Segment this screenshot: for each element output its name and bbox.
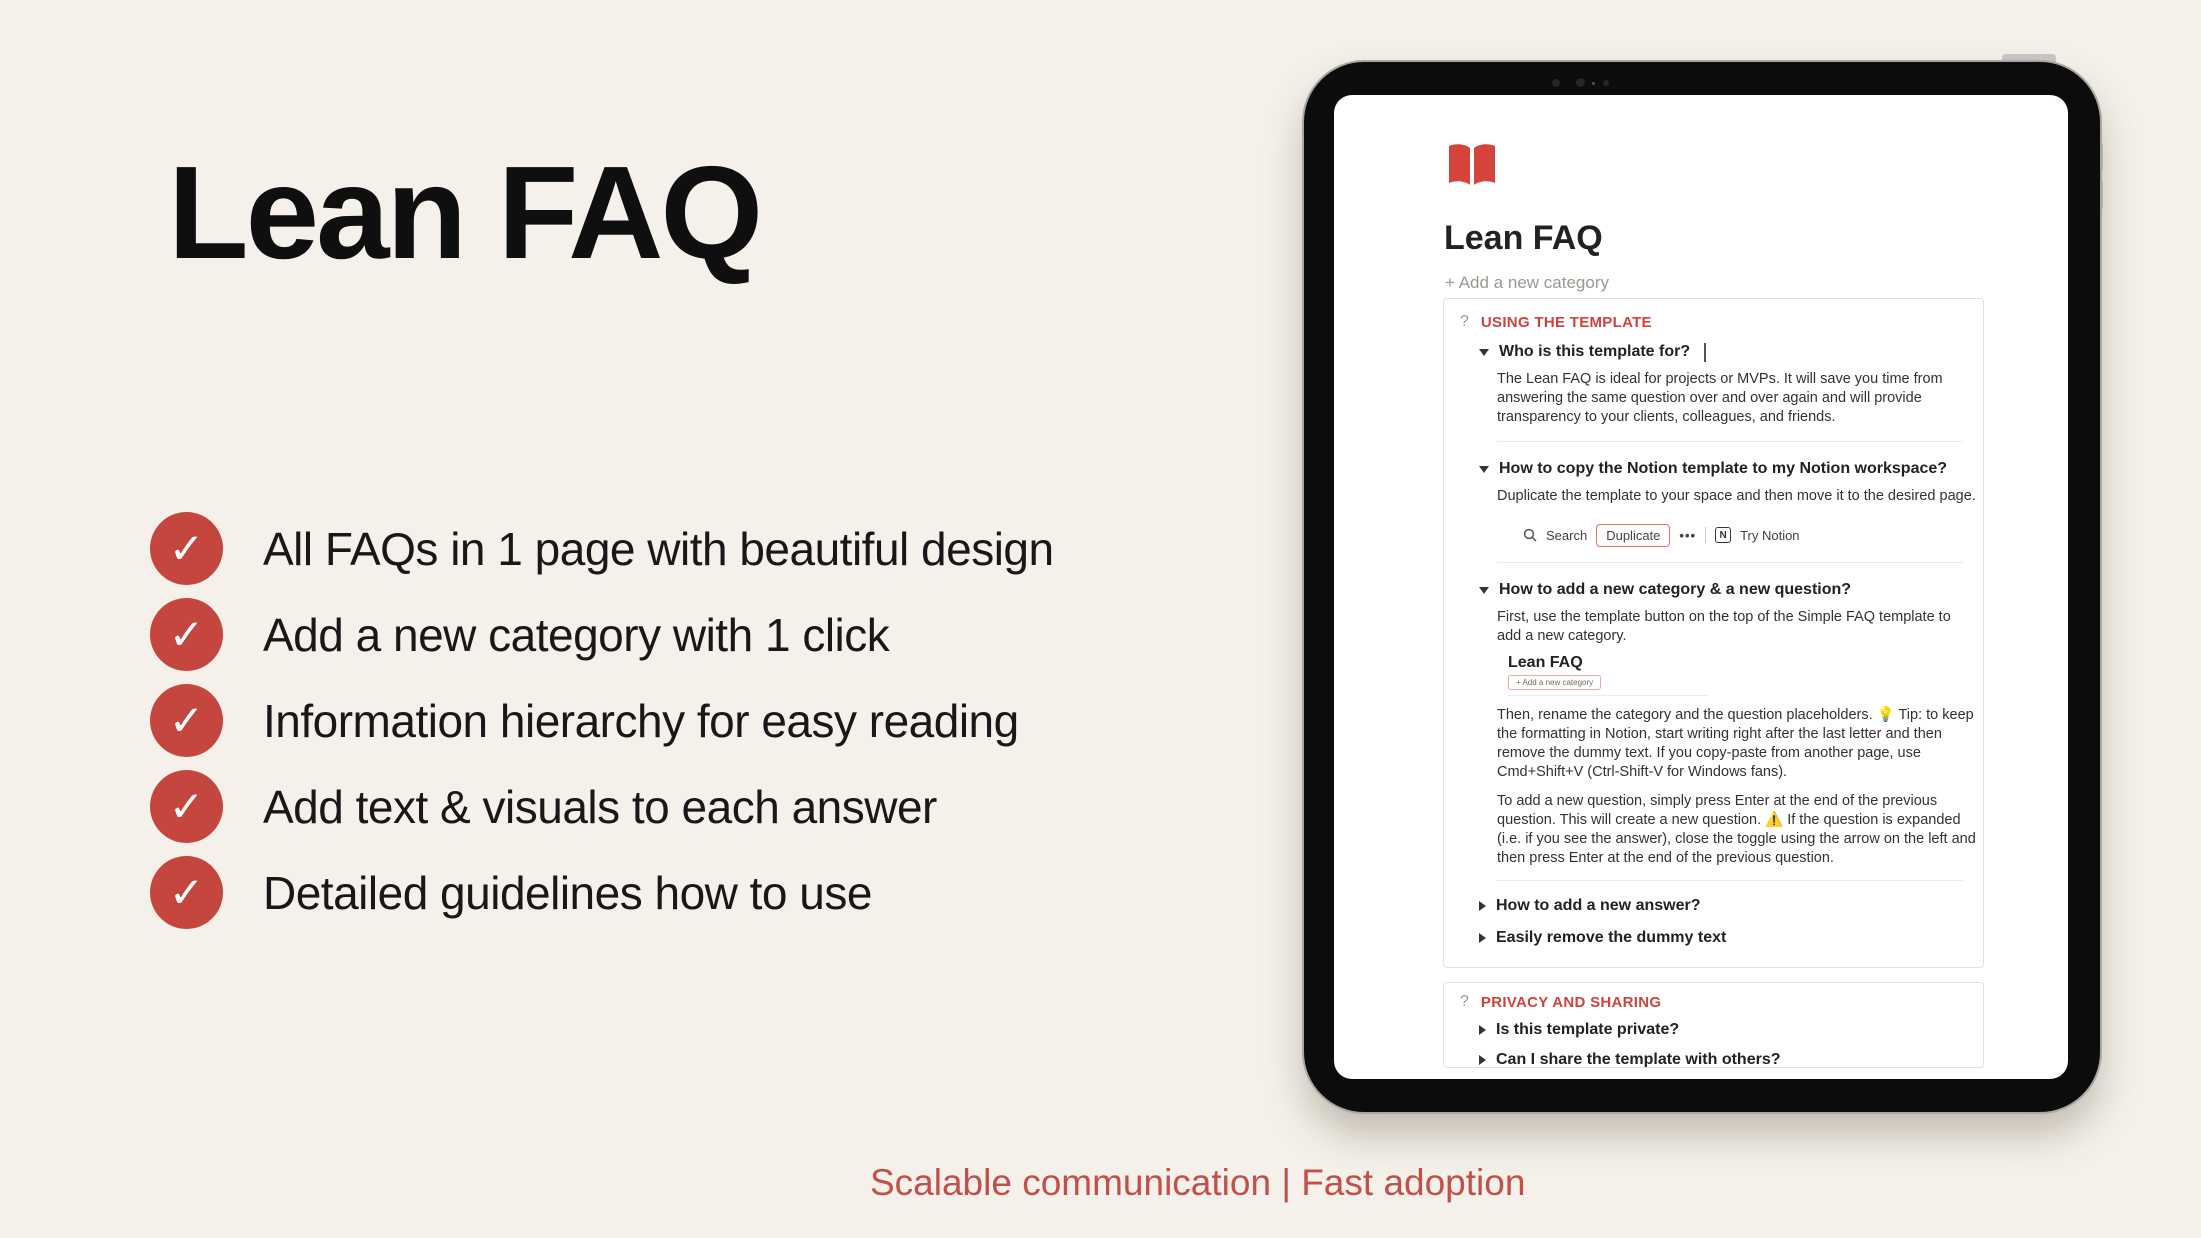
- category-label: USING THE TEMPLATE: [1480, 313, 1652, 331]
- divider: [1508, 695, 1708, 696]
- category-header: [1460, 313, 1965, 331]
- tagline: Scalable communication | Fast adoption: [870, 1162, 1526, 1203]
- duplicate-button[interactable]: Duplicate: [1596, 524, 1670, 547]
- faq-answer: Then, rename the category and the question placeholders. 💡 Tip: to keep the formatting in Notion, start writing right after the last letter and then remove the dummy text. If you copy-paste from another page, use Cmd+Shift+V (Ctrl-Shift-V for Windows fans).: [1497, 707, 1974, 780]
- faq-answer: Duplicate the template to your space and then move it to the desired page.: [1497, 488, 1976, 504]
- category-label: PRIVACY AND SHARING: [1480, 993, 1662, 1011]
- camera-dot-icon: [1552, 79, 1560, 87]
- camera-lens-icon: [1592, 82, 1595, 85]
- feature-label: Information hierarchy for easy reading: [263, 694, 1019, 747]
- inset-page-title: Lean FAQ: [1508, 654, 1583, 671]
- question-mark-icon: ?: [1460, 313, 1469, 330]
- text-cursor: [1704, 343, 1706, 362]
- camera-icon: [1576, 78, 1585, 87]
- feature-label: All FAQs in 1 page with beautiful design: [263, 522, 1054, 575]
- list-item: [150, 512, 1054, 585]
- list-item: [150, 856, 1054, 929]
- divider: [1705, 527, 1706, 543]
- check-icon: ✓: [150, 770, 223, 843]
- faq-question-toggle[interactable]: How to copy the Notion template to my Notion workspace?: [1479, 458, 1965, 480]
- faq-question-toggle[interactable]: How to add a new category & a new question?: [1479, 579, 1965, 601]
- add-category-template-button: + Add a new category: [1508, 675, 1601, 690]
- search-icon: [1523, 528, 1537, 542]
- feature-label: Add a new category with 1 click: [263, 608, 890, 661]
- toggle-collapsed-icon[interactable]: [1479, 901, 1486, 911]
- feature-label: Detailed guidelines how to use: [263, 866, 872, 919]
- toggle-collapsed-icon[interactable]: [1479, 933, 1486, 943]
- check-icon: ✓: [150, 512, 223, 585]
- check-icon: ✓: [150, 856, 223, 929]
- search-button[interactable]: Search: [1546, 527, 1588, 543]
- faq-answer: First, use the template button on the top of the Simple FAQ template to add a new category.: [1497, 609, 1951, 644]
- faq-category-card: [1443, 298, 1984, 968]
- add-category-button[interactable]: + Add a new category: [1445, 273, 1609, 292]
- faq-question-toggle[interactable]: Can I share the template with others?: [1479, 1049, 1965, 1068]
- try-notion-button[interactable]: Try Notion: [1740, 527, 1800, 543]
- list-item: [150, 598, 1054, 671]
- notion-page-title: Lean FAQ: [1444, 219, 1603, 257]
- book-icon: [1446, 142, 1498, 189]
- question-mark-icon: ?: [1460, 993, 1469, 1010]
- faq-question-toggle[interactable]: Easily remove the dummy text: [1479, 927, 1965, 949]
- faq-answer: The Lean FAQ is ideal for projects or MVPs. It will save you time from answering the same question over and over again and will provide transparency to your clients, colleagues, and friends.: [1497, 371, 1943, 425]
- list-item: [150, 684, 1054, 757]
- template-inset-screenshot: [1508, 654, 1965, 696]
- feature-label: Add text & visuals to each answer: [263, 780, 937, 833]
- more-options-button[interactable]: •••: [1679, 527, 1697, 543]
- toggle-expanded-icon[interactable]: [1479, 349, 1489, 356]
- notion-topbar-screenshot: [1523, 522, 1965, 548]
- faq-category-card: [1443, 982, 1984, 1068]
- divider: [1497, 441, 1963, 442]
- feature-list: [150, 512, 1054, 929]
- check-icon: ✓: [150, 684, 223, 757]
- faq-question-toggle[interactable]: How to add a new answer?: [1479, 895, 1965, 917]
- divider: [1497, 562, 1963, 563]
- toggle-expanded-icon[interactable]: [1479, 466, 1489, 473]
- list-item: [150, 770, 1054, 843]
- faq-answer: To add a new question, simply press Enter at the end of the previous question. This will create a new question. ⚠️ If the question is expanded (i.e. if you see the answer), close the toggle using the arrow on the left and then press Enter at the end of the previous question.: [1497, 793, 1976, 866]
- toggle-collapsed-icon[interactable]: [1479, 1025, 1486, 1035]
- category-header: [1460, 993, 1965, 1011]
- toggle-expanded-icon[interactable]: [1479, 587, 1489, 594]
- page-title: Lean FAQ: [168, 139, 761, 286]
- divider: [1497, 880, 1963, 881]
- faq-question-toggle[interactable]: Is this template private?: [1479, 1019, 1965, 1041]
- camera-dot-icon: [1603, 80, 1609, 86]
- faq-question-toggle[interactable]: Who is this template for?: [1479, 341, 1965, 363]
- toggle-collapsed-icon[interactable]: [1479, 1055, 1486, 1065]
- check-icon: ✓: [150, 598, 223, 671]
- tablet-screen: [1334, 95, 2068, 1079]
- notion-logo-icon: N: [1715, 527, 1731, 543]
